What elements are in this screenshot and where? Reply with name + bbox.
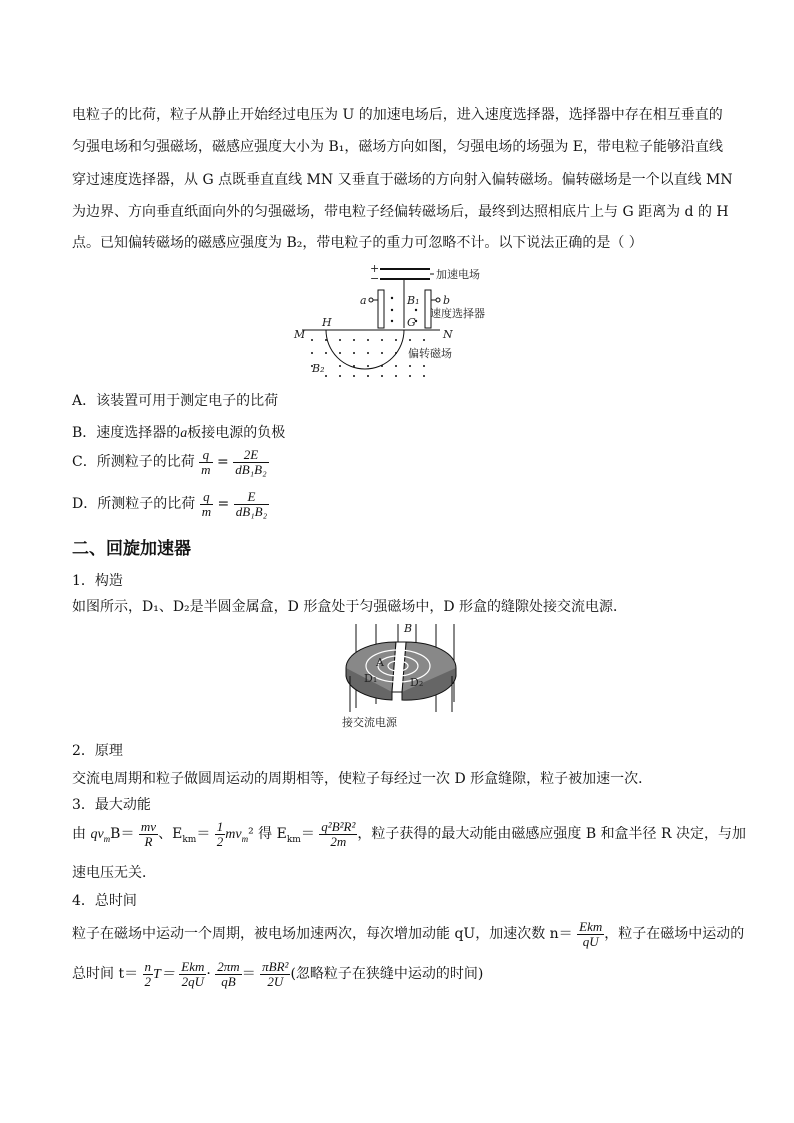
option-c (72, 448, 269, 476)
label-selector: 速度选择器 (430, 307, 485, 320)
frac-den: dB₁B₂ (235, 461, 267, 477)
text: ＝ (196, 826, 211, 843)
frac-num: 2πm (217, 959, 240, 974)
text: · (206, 966, 211, 983)
text: 由 (72, 826, 91, 843)
problem-line-4: 为边界、方向垂直纸面向外的匀强磁场，带电粒子经偏转磁场后，最终到达照相底片上与 G 距离为 d 的 H (72, 204, 729, 220)
label-deflect-field: 偏转磁场 (408, 347, 452, 360)
frac-den: R (144, 833, 153, 849)
text: mv (225, 827, 242, 843)
label-a: a (360, 294, 367, 307)
text: ，粒子获得的最大动能由磁感应强度 B 和盒半径 R 决定，与加 (357, 826, 747, 843)
subsection-2-text: 交流电周期和粒子做圆周运动的周期相等，使粒子每经过一次 D 形盒缝隙，粒子被加速一次． (72, 771, 653, 787)
label-H: H (322, 316, 332, 329)
fraction (577, 920, 604, 948)
fraction (143, 960, 154, 988)
text: ＝ (300, 826, 315, 843)
caption-ac-source: 接交流电源 (342, 716, 397, 729)
text: 、E (158, 826, 183, 843)
cyclotron-figure (336, 620, 466, 732)
subsection-4-title: 4．总时间 (72, 893, 137, 909)
option-b-var: a (180, 426, 188, 441)
fraction (260, 960, 290, 988)
subsection-2-title: 2．原理 (72, 743, 123, 759)
label-accel-field: 加速电场 (436, 268, 480, 281)
frac-num: 1 (216, 819, 224, 834)
text: ＝ (241, 966, 256, 983)
total-time-line2 (72, 960, 483, 988)
option-b (72, 422, 285, 442)
option-c-lhs (199, 448, 212, 476)
text: km (286, 834, 301, 845)
subsection-3-title: 3．最大动能 (72, 797, 151, 813)
problem-line-2: 匀强电场和匀强磁场，磁感应强度大小为 B₁，磁场方向如图，匀强电场的场强为 E，带电粒子能够沿直线 (72, 139, 724, 155)
total-time-line1 (72, 920, 744, 948)
frac-num: q²B²R² (321, 819, 356, 834)
frac-num: πBR² (262, 959, 289, 974)
label-B1: B₁ (407, 294, 420, 307)
frac-num: Ekm (579, 919, 603, 934)
option-d-rhs (234, 490, 269, 518)
label-N: N (443, 328, 453, 341)
option-b-suffix: 板接电源的负极 (187, 425, 286, 441)
fraction (215, 960, 241, 988)
mass-spectrometer-figure (290, 258, 510, 382)
equals: = (217, 496, 230, 513)
frac-den: m (201, 461, 211, 477)
label-B: B (404, 622, 413, 635)
problem-line-1: 电粒子的比荷，粒子从静止开始经过电压为 U 的加速电场后，进入速度选择器，选择器中存在相互垂直的 (72, 107, 723, 123)
label-D1: D₁ (364, 672, 378, 685)
frac-num: mv (140, 819, 157, 834)
frac-num: q (199, 448, 212, 463)
frac-den: dB₁B₂ (235, 503, 268, 519)
frac-den: 2 (216, 833, 224, 849)
label-B2: B₂ (312, 362, 325, 375)
option-d-prefix: D．所测粒子的比荷 (72, 496, 196, 513)
fraction (179, 960, 206, 988)
text: m (241, 833, 249, 844)
subsection-1-text: 如图所示，D₁、D₂是半圆金属盒，D 形盒处于匀强磁场中，D 形盒的缝隙处接交流电源． (72, 599, 628, 615)
max-ke-formula (72, 820, 746, 848)
fraction (319, 820, 357, 848)
text: 总时间 t＝ (72, 966, 139, 983)
label-b: b (443, 294, 451, 307)
text: km (182, 834, 197, 845)
text: (忽略粒子在狭缝中运动的时间) (290, 966, 484, 983)
text: ² 得 E (248, 826, 287, 843)
frac-den: 2m (330, 833, 347, 849)
problem-line-3: 穿过速度选择器，从 G 点既垂直直线 MN 又垂直于磁场的方向射入偏转磁场。偏转磁场是一个以直线 MN (72, 172, 733, 188)
frac-num: E (234, 490, 269, 505)
option-c-prefix: C．所测粒子的比荷 (72, 454, 195, 471)
text: B＝ (110, 826, 135, 843)
label-D2: D₂ (410, 676, 424, 689)
fraction (139, 820, 158, 848)
option-d-lhs (200, 490, 213, 518)
text: T＝ (153, 967, 175, 983)
subsection-1-title: 1．构造 (72, 573, 123, 589)
text: 粒子在磁场中运动一个周期，被电场加速两次，每次增加动能 qU，加速次数 n＝ (72, 926, 573, 943)
option-b-prefix: B．速度选择器的 (72, 425, 181, 441)
minus-sign: − (370, 272, 380, 285)
label-A: A (376, 656, 384, 669)
frac-num: n (144, 959, 152, 974)
frac-den: qB (221, 973, 236, 989)
option-a: A．该装置可用于测定电子的比荷 (72, 393, 279, 409)
label-M: M (294, 328, 306, 341)
max-ke-line2: 速电压无关． (72, 865, 156, 881)
frac-den: qU (582, 933, 599, 949)
equals: = (217, 454, 229, 471)
frac-den: 2U (267, 973, 284, 989)
frac-num: 2E (233, 448, 268, 463)
option-c-rhs (233, 448, 268, 476)
option-d (72, 490, 269, 518)
frac-num: Ekm (181, 959, 205, 974)
frac-num: q (200, 490, 213, 505)
section-title: 二、回旋加速器 (72, 539, 191, 559)
frac-den: 2 (144, 973, 152, 989)
plus-sign: + (370, 262, 380, 275)
frac-den: 2qU (181, 973, 205, 989)
text: qv (90, 827, 104, 843)
text: ，粒子在磁场中运动的 (604, 926, 745, 943)
text: m (103, 833, 111, 844)
label-G: G (407, 316, 416, 329)
fraction (215, 820, 226, 848)
frac-den: m (201, 503, 212, 519)
problem-line-5: 点。已知偏转磁场的磁感应强度为 B₂，带电粒子的重力可忽略不计。以下说法正确的是（ ） (72, 235, 643, 251)
